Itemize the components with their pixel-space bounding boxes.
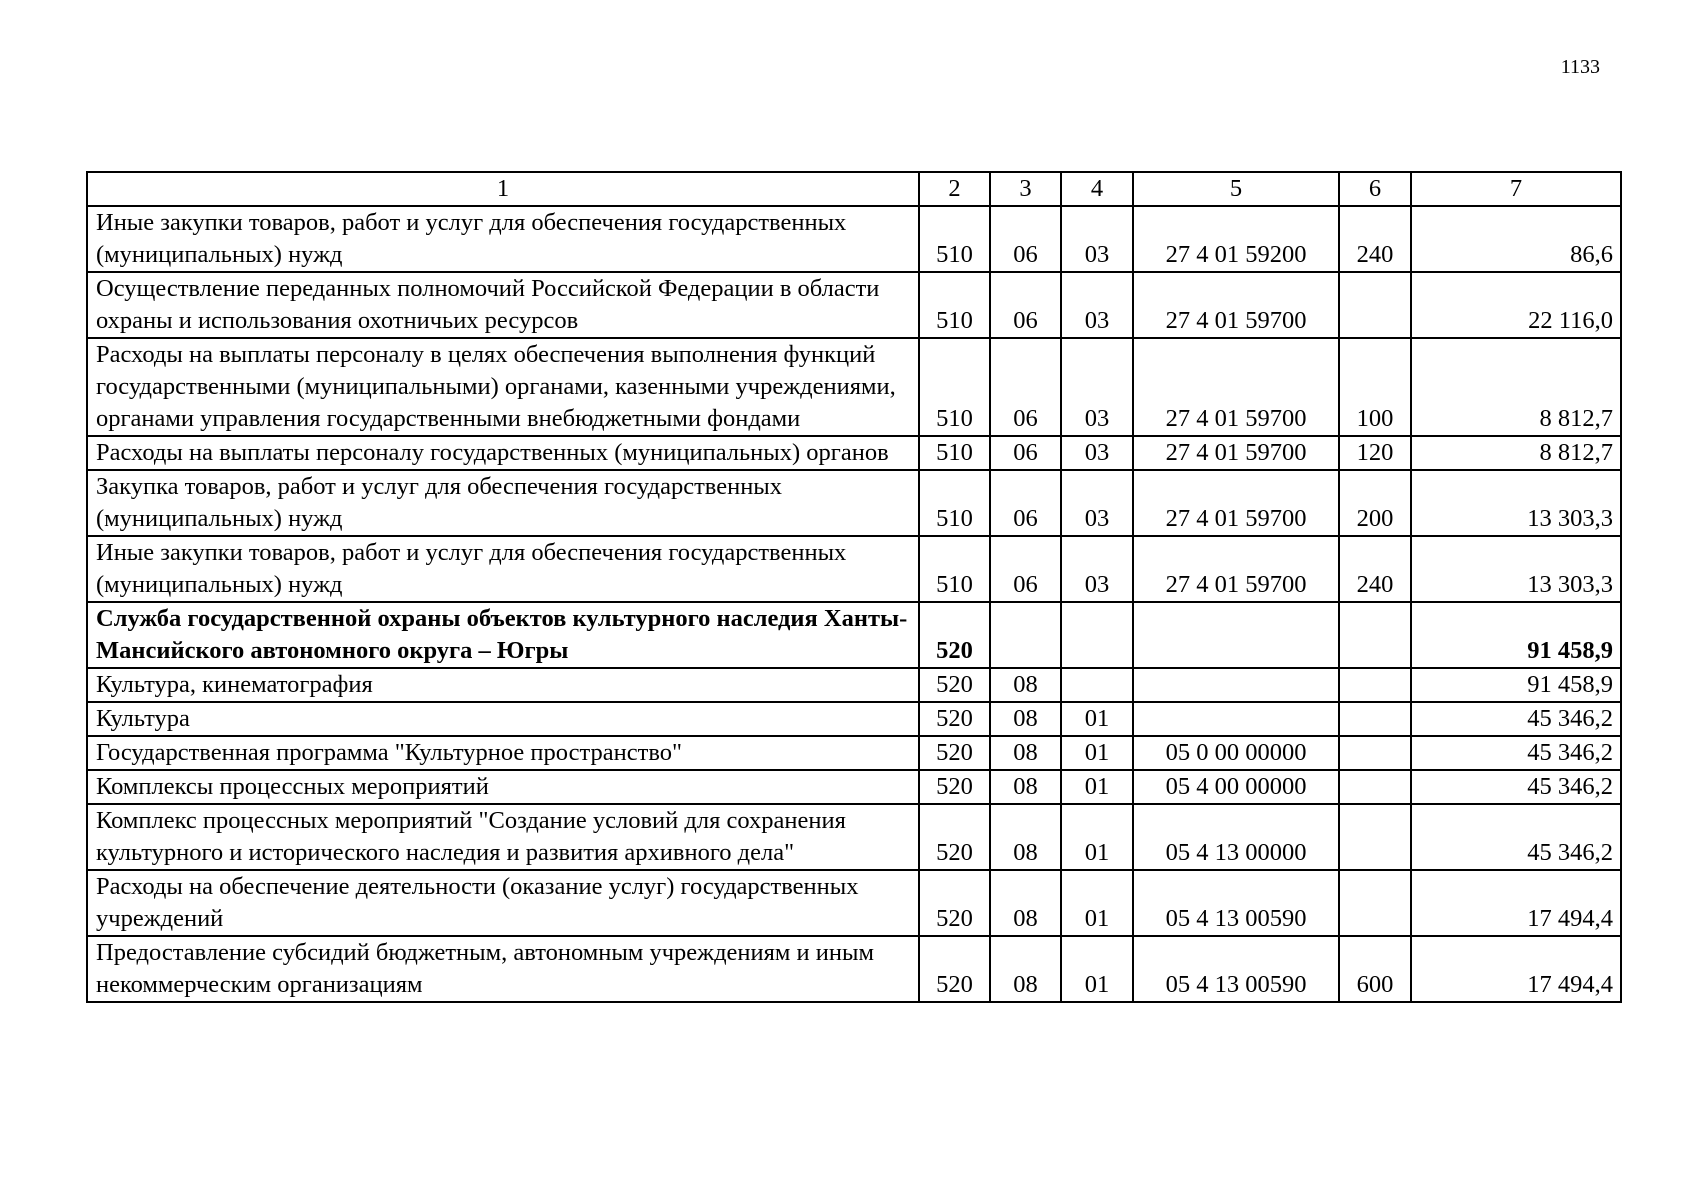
row-code-5: 27 4 01 59700 [1133,338,1339,436]
table-row [87,536,1621,602]
row-name: Расходы на выплаты персоналу государственных (муниципальных) органов [87,436,919,470]
row-code-4: 03 [1061,536,1133,602]
row-code-2: 520 [919,770,990,804]
row-code-6: 200 [1339,470,1411,536]
row-code-5: 05 4 13 00590 [1133,936,1339,1002]
column-header-2: 2 [919,172,990,206]
row-name: Культура, кинематография [87,668,919,702]
row-amount: 8 812,7 [1411,436,1621,470]
row-code-3: 08 [990,736,1061,770]
row-code-6: 100 [1339,338,1411,436]
row-code-5: 05 0 00 00000 [1133,736,1339,770]
row-code-3: 08 [990,702,1061,736]
row-code-3: 06 [990,206,1061,272]
row-code-3 [990,602,1061,668]
row-code-4 [1061,602,1133,668]
table-row [87,668,1621,702]
row-code-2: 510 [919,536,990,602]
row-code-5: 27 4 01 59700 [1133,272,1339,338]
row-code-5: 05 4 00 00000 [1133,770,1339,804]
row-code-6 [1339,770,1411,804]
row-code-2: 510 [919,272,990,338]
row-code-6: 120 [1339,436,1411,470]
row-code-6 [1339,736,1411,770]
column-header-3: 3 [990,172,1061,206]
row-code-2: 510 [919,436,990,470]
column-header-6: 6 [1339,172,1411,206]
row-code-3: 06 [990,536,1061,602]
row-code-3: 06 [990,436,1061,470]
row-code-2: 510 [919,206,990,272]
table-row [87,770,1621,804]
row-code-5 [1133,668,1339,702]
row-code-3: 08 [990,870,1061,936]
row-name: Служба государственной охраны объектов культурного наследия Ханты-Мансийского автономного округа – Югры [87,602,919,668]
column-header-4: 4 [1061,172,1133,206]
table-row [87,206,1621,272]
row-code-6: 240 [1339,206,1411,272]
row-code-6 [1339,804,1411,870]
row-code-3: 06 [990,272,1061,338]
row-code-6 [1339,668,1411,702]
row-name: Осуществление переданных полномочий Российской Федерации в области охраны и использования охотничьих ресурсов [87,272,919,338]
column-header-5: 5 [1133,172,1339,206]
row-code-4: 01 [1061,770,1133,804]
table-row [87,702,1621,736]
row-amount: 45 346,2 [1411,736,1621,770]
row-amount: 91 458,9 [1411,668,1621,702]
table-row [87,870,1621,936]
row-name: Комплексы процессных мероприятий [87,770,919,804]
table-header-row [87,172,1621,206]
row-name: Расходы на выплаты персоналу в целях обеспечения выполнения функций государственными (муниципальными) органами, казенными учреждениями, органами управления государственными внебюджетными фондами [87,338,919,436]
row-code-6 [1339,870,1411,936]
table-row [87,338,1621,436]
row-code-2: 520 [919,602,990,668]
row-code-4: 01 [1061,736,1133,770]
table-row-section-header [87,602,1621,668]
row-code-5 [1133,702,1339,736]
row-code-2: 510 [919,338,990,436]
row-amount: 17 494,4 [1411,870,1621,936]
row-code-2: 510 [919,470,990,536]
row-name: Комплекс процессных мероприятий "Создание условий для сохранения культурного и исторического наследия и развития архивного дела" [87,804,919,870]
row-code-4: 01 [1061,702,1133,736]
row-amount: 13 303,3 [1411,470,1621,536]
row-code-6 [1339,602,1411,668]
row-code-4: 01 [1061,936,1133,1002]
row-code-6 [1339,702,1411,736]
row-amount: 13 303,3 [1411,536,1621,602]
row-code-5: 27 4 01 59200 [1133,206,1339,272]
row-code-4: 03 [1061,272,1133,338]
row-code-5: 05 4 13 00000 [1133,804,1339,870]
table-row [87,436,1621,470]
row-code-5: 27 4 01 59700 [1133,536,1339,602]
table-row [87,736,1621,770]
row-code-4: 03 [1061,206,1133,272]
row-code-4: 01 [1061,804,1133,870]
page-number: 1133 [1560,56,1600,78]
row-code-2: 520 [919,936,990,1002]
column-header-7: 7 [1411,172,1621,206]
row-name: Предоставление субсидий бюджетным, автономным учреждениям и иным некоммерческим организациям [87,936,919,1002]
row-name: Расходы на обеспечение деятельности (оказание услуг) государственных учреждений [87,870,919,936]
row-code-6 [1339,272,1411,338]
row-name: Культура [87,702,919,736]
row-code-4: 03 [1061,338,1133,436]
row-code-3: 06 [990,338,1061,436]
row-code-5 [1133,602,1339,668]
row-name: Государственная программа "Культурное пространство" [87,736,919,770]
row-amount: 45 346,2 [1411,702,1621,736]
row-amount: 86,6 [1411,206,1621,272]
row-code-3: 08 [990,668,1061,702]
row-amount: 22 116,0 [1411,272,1621,338]
table-row [87,470,1621,536]
row-code-2: 520 [919,668,990,702]
row-code-6: 240 [1339,536,1411,602]
row-amount: 45 346,2 [1411,770,1621,804]
row-code-4: 03 [1061,470,1133,536]
row-amount: 45 346,2 [1411,804,1621,870]
row-code-4: 01 [1061,870,1133,936]
budget-table [86,171,1622,1003]
row-code-4: 03 [1061,436,1133,470]
row-code-5: 27 4 01 59700 [1133,470,1339,536]
row-code-2: 520 [919,870,990,936]
table-row [87,272,1621,338]
row-amount: 17 494,4 [1411,936,1621,1002]
row-code-5: 27 4 01 59700 [1133,436,1339,470]
row-name: Иные закупки товаров, работ и услуг для обеспечения государственных (муниципальных) нужд [87,206,919,272]
row-name: Иные закупки товаров, работ и услуг для обеспечения государственных (муниципальных) нужд [87,536,919,602]
row-amount: 8 812,7 [1411,338,1621,436]
table-row [87,804,1621,870]
row-code-5: 05 4 13 00590 [1133,870,1339,936]
row-code-3: 08 [990,936,1061,1002]
row-name: Закупка товаров, работ и услуг для обеспечения государственных (муниципальных) нужд [87,470,919,536]
table-row [87,936,1621,1002]
row-code-2: 520 [919,804,990,870]
row-code-3: 06 [990,470,1061,536]
row-code-3: 08 [990,770,1061,804]
row-code-4 [1061,668,1133,702]
row-code-2: 520 [919,736,990,770]
column-header-1: 1 [87,172,919,206]
row-code-3: 08 [990,804,1061,870]
row-code-2: 520 [919,702,990,736]
row-code-6: 600 [1339,936,1411,1002]
row-amount: 91 458,9 [1411,602,1621,668]
